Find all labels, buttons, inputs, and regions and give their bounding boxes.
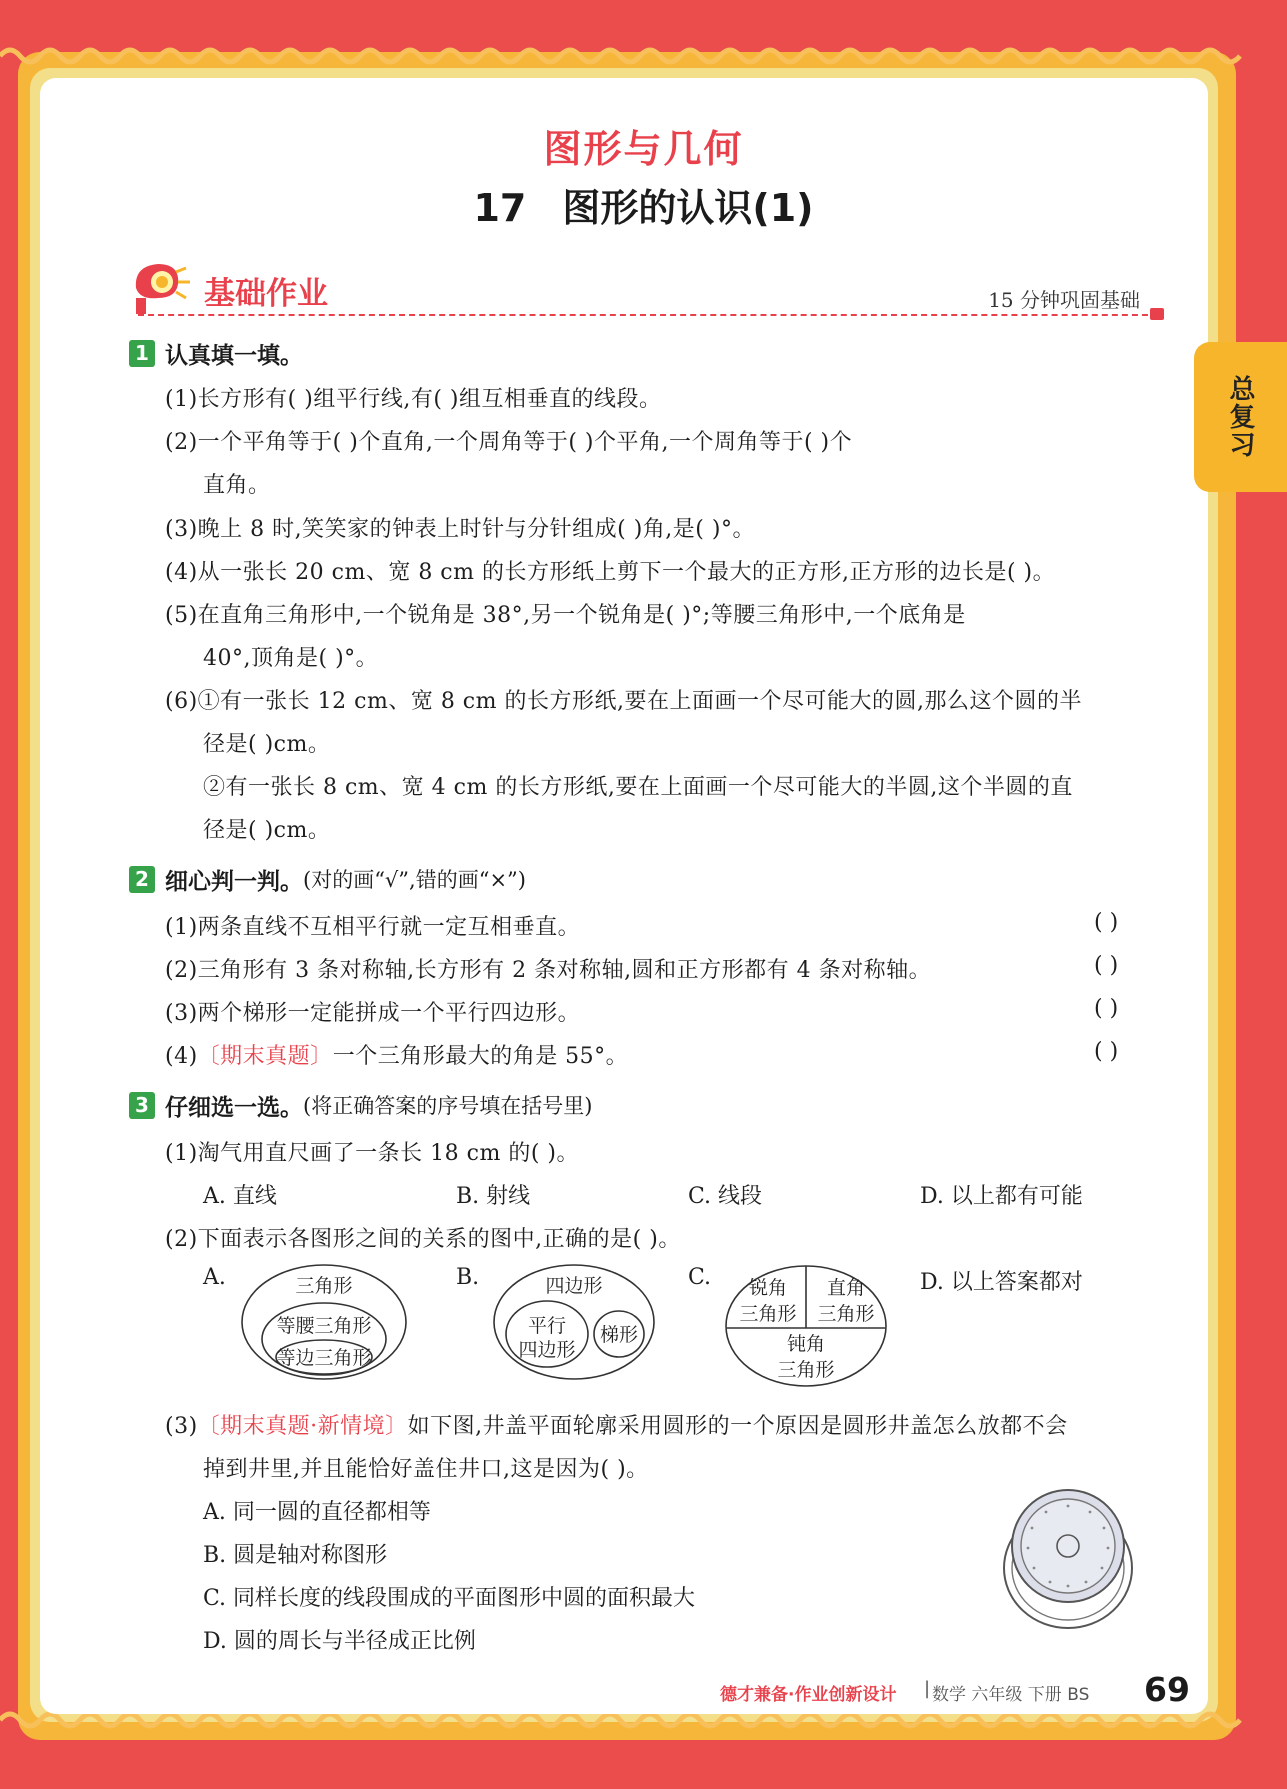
question-3-hint: (将正确答案的序号填在括号里) [303,1094,593,1118]
q3-sub1-option-a[interactable]: A. 直线 [203,1184,277,1209]
q2-item-3: (3)两个梯形一定能拼成一个平行四边形。 [165,1001,581,1026]
venn-b-right-label: 梯形 [599,1324,639,1346]
question-2-hint: (对的画“√”,错的画“×”) [303,868,526,892]
q3-sub3-option-a[interactable]: A. 同一圆的直径都相等 [203,1500,431,1525]
venn-a-inner-label: 等边三角形 [276,1347,372,1369]
venn-c-tr-2: 三角形 [817,1303,875,1325]
question-2-header [129,864,526,894]
q3-sub2-option-c[interactable]: C. [688,1265,712,1290]
section-header [128,258,1170,318]
q2-answer-1[interactable]: ( ) [1094,910,1119,935]
q1-line-4: (4)从一张长 20 cm、宽 8 cm 的长方形纸上剪下一个最大的正方形,正方形的边长是( )。 [165,560,1056,585]
section-divider-end [1150,308,1164,320]
exam-tag: 〔期末真题〕 [197,1044,333,1069]
q1-line-5-cont: 40°,顶角是( )°。 [203,646,379,671]
venn-diagram-c[interactable] [722,1262,890,1390]
footer-separator: | [924,1678,931,1699]
q3-sub1-option-d[interactable]: D. 以上都有可能 [920,1184,1083,1209]
venn-b-left-label-1: 平行 [527,1315,567,1337]
q1-line-2-cont: 直角。 [203,473,271,498]
venn-diagram-a[interactable] [238,1262,410,1382]
q1-line-5: (5)在直角三角形中,一个锐角是 38°,另一个锐角是( )°;等腰三角形中,一个底角是 [165,603,966,628]
page-number: 69 [1144,1670,1190,1709]
q3-sub1-stem: (1)淘气用直尺画了一条长 18 cm 的( )。 [165,1141,579,1166]
q3-sub2-option-a[interactable]: A. [203,1265,226,1290]
question-2-badge: 2 [129,866,155,893]
side-tab-review[interactable]: 总复习 [1194,342,1287,492]
q1-line-1: (1)长方形有( )组平行线,有( )组互相垂直的线段。 [165,387,662,412]
q3-sub2-option-b[interactable]: B. [456,1265,480,1290]
q1-line-6a-cont: 径是( )cm。 [203,732,331,757]
question-1-badge: 1 [129,340,155,367]
q2-item-2: (2)三角形有 3 条对称轴,长方形有 2 条对称轴,圆和正方形都有 4 条对称轴。 [165,958,932,983]
venn-c-tl-1: 锐角 [748,1277,788,1299]
wavy-border-top [0,36,1287,76]
question-3-header [129,1090,592,1120]
venn-c-tl-2: 三角形 [739,1303,797,1325]
question-1-header [129,338,303,368]
q1-line-6b-cont: 径是( )cm。 [203,818,331,843]
q2-answer-4[interactable]: ( ) [1094,1039,1119,1064]
lesson-title [0,177,1287,232]
q1-line-3: (3)晚上 8 时,笑笑家的钟表上时针与分针组成( )角,是( )°。 [165,517,755,542]
venn-c-tr-1: 直角 [826,1277,866,1299]
venn-c-bottom-2: 三角形 [777,1359,835,1381]
section-note: 15 分钟巩固基础 [988,288,1140,312]
manhole-cover-illustration [998,1486,1138,1634]
q2-answer-3[interactable]: ( ) [1094,996,1119,1021]
venn-diagram-b[interactable] [490,1262,658,1382]
venn-b-left-label-2: 四边形 [518,1339,576,1361]
section-divider [138,314,1158,316]
lamp-icon [128,258,192,318]
q3-sub1-option-b[interactable]: B. 射线 [456,1184,531,1209]
category-title: 图形与几何 [543,127,744,171]
question-3-title: 仔细选一选。 [165,1094,303,1121]
section-label: 基础作业 [204,276,328,312]
venn-c-bottom-1: 钝角 [786,1333,826,1355]
exam-context-tag: 〔期末真题·新情境〕 [197,1414,408,1439]
q3-sub3-option-c[interactable]: C. 同样长度的线段围成的平面图形中圆的面积最大 [203,1586,696,1611]
q2-answer-2[interactable]: ( ) [1094,953,1119,978]
q3-sub3-option-d[interactable]: D. 圆的周长与半径成正比例 [203,1629,476,1654]
q2-item-4: (4)〔期末真题〕一个三角形最大的角是 55°。 [165,1044,629,1069]
venn-b-outer-label: 四边形 [545,1275,603,1297]
footer-brand: 德才兼备·作业创新设计 [720,1685,897,1705]
question-2-title: 细心判一判。 [165,868,303,895]
q3-sub2-option-d[interactable]: D. 以上答案都对 [920,1270,1083,1295]
lesson-number: 17 [473,186,527,230]
q1-line-6a: (6)①有一张长 12 cm、宽 8 cm 的长方形纸,要在上面画一个尽可能大的圆,那么这个圆的半 [165,689,1082,714]
page-footer [720,1670,1190,1710]
q3-sub3-stem-1: (3)〔期末真题·新情境〕如下图,井盖平面轮廓采用圆形的一个原因是圆形井盖怎么放都不会 [165,1414,1068,1439]
question-3-badge: 3 [129,1092,155,1119]
q3-sub2-stem: (2)下面表示各图形之间的关系的图中,正确的是( )。 [165,1227,681,1252]
venn-a-outer-label: 三角形 [295,1275,353,1297]
footer-info: 数学 六年级 下册 BS [932,1685,1090,1705]
q1-line-6b: ②有一张长 8 cm、宽 4 cm 的长方形纸,要在上面画一个尽可能大的半圆,这个半圆的直 [203,775,1073,800]
lesson-title-text: 图形的认识(1) [562,186,814,230]
venn-a-middle-label: 等腰三角形 [276,1315,372,1337]
q1-line-2: (2)一个平角等于( )个直角,一个周角等于( )个平角,一个周角等于( )个 [165,430,853,455]
question-1-title: 认真填一填。 [165,342,303,369]
q3-sub3-option-b[interactable]: B. 圆是轴对称图形 [203,1543,388,1568]
q3-sub3-stem-2: 掉到井里,并且能恰好盖住井口,这是因为( )。 [203,1457,649,1482]
q2-item-1: (1)两条直线不互相平行就一定互相垂直。 [165,915,581,940]
q3-sub1-option-c[interactable]: C. 线段 [688,1184,763,1209]
